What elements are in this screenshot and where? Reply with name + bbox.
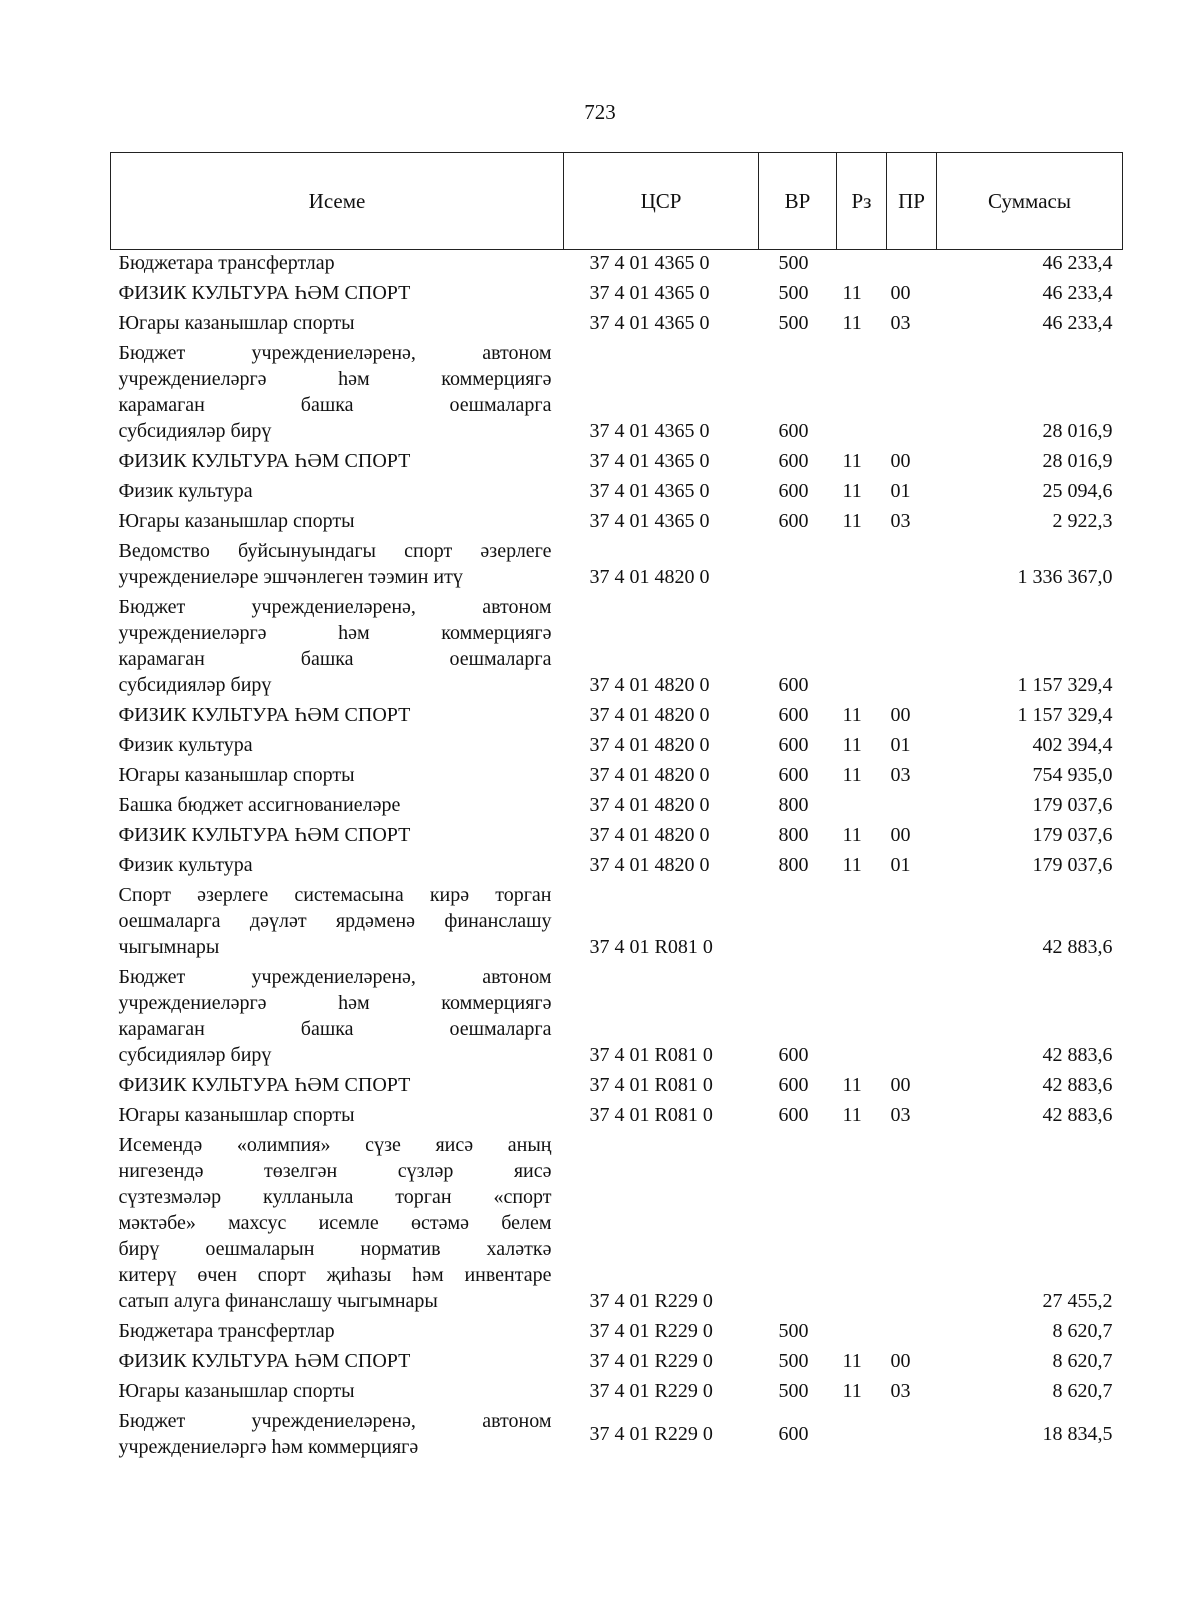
row-name bbox=[111, 1070, 564, 1100]
row-pr: 00 bbox=[890, 282, 911, 304]
row-sum: 179 037,6 bbox=[1032, 824, 1113, 846]
row-pr bbox=[887, 1406, 937, 1462]
row-name-line: Спорт әзерлеге системасына кирә торган bbox=[118, 884, 552, 906]
row-csr: 37 4 01 4365 0 bbox=[589, 252, 710, 274]
row-rz: 11 bbox=[842, 704, 862, 726]
row-pr: 03 bbox=[890, 1380, 911, 1402]
row-name bbox=[111, 476, 564, 506]
row-vr: 600 bbox=[778, 734, 809, 756]
row-name-line: Бюджет учреждениеләренә, автоном bbox=[118, 342, 552, 364]
row-name-line: сатып алуга финанслашу чыгымнары bbox=[118, 1290, 438, 1312]
row-rz bbox=[837, 962, 887, 1070]
row-csr: 37 4 01 4365 0 bbox=[589, 450, 710, 472]
table-row bbox=[111, 1406, 1123, 1462]
row-name bbox=[111, 700, 564, 730]
row-name-line: учреждениеләргә һәм коммерциягә bbox=[118, 368, 552, 390]
row-csr: 37 4 01 4820 0 bbox=[589, 854, 710, 876]
table-row bbox=[111, 962, 1123, 1070]
row-csr: 37 4 01 4820 0 bbox=[589, 566, 710, 588]
row-name bbox=[111, 250, 564, 279]
table-row bbox=[111, 760, 1123, 790]
table-row bbox=[111, 790, 1123, 820]
row-name-line: Югары казанышлар спорты bbox=[118, 510, 355, 532]
row-name bbox=[111, 760, 564, 790]
row-vr bbox=[759, 1130, 837, 1316]
row-name bbox=[111, 1346, 564, 1376]
row-sum: 42 883,6 bbox=[1042, 1104, 1113, 1126]
row-csr: 37 4 01 4365 0 bbox=[589, 480, 710, 502]
row-sum: 1 157 329,4 bbox=[1017, 704, 1113, 726]
row-name-line: мәктәбе» махсус исемле өстәмә белем bbox=[118, 1212, 552, 1234]
row-pr: 00 bbox=[890, 1350, 911, 1372]
table-row bbox=[111, 730, 1123, 760]
row-pr bbox=[887, 338, 937, 446]
row-csr: 37 4 01 4820 0 bbox=[589, 824, 710, 846]
budget-table bbox=[110, 152, 1123, 1462]
row-csr: 37 4 01 4820 0 bbox=[589, 764, 710, 786]
row-sum: 46 233,4 bbox=[1042, 252, 1113, 274]
row-pr: 00 bbox=[890, 824, 911, 846]
row-name-line: Югары казанышлар спорты bbox=[118, 1104, 355, 1126]
table-row bbox=[111, 880, 1123, 962]
row-rz: 11 bbox=[842, 1074, 862, 1096]
table-row bbox=[111, 278, 1123, 308]
row-name-line: субсидияләр бирү bbox=[118, 1044, 272, 1066]
row-sum: 1 157 329,4 bbox=[1017, 674, 1113, 696]
row-sum: 8 620,7 bbox=[1052, 1320, 1113, 1342]
row-vr: 600 bbox=[778, 704, 809, 726]
row-vr bbox=[759, 880, 837, 962]
row-pr: 00 bbox=[890, 1074, 911, 1096]
row-vr: 600 bbox=[778, 1104, 809, 1126]
header-csr: ЦСР bbox=[564, 153, 759, 250]
row-pr: 03 bbox=[890, 1104, 911, 1126]
table-header bbox=[111, 153, 1123, 250]
row-sum: 8 620,7 bbox=[1052, 1380, 1113, 1402]
row-csr: 37 4 01 R229 0 bbox=[589, 1350, 713, 1372]
row-rz bbox=[837, 250, 887, 279]
row-name bbox=[111, 278, 564, 308]
row-name bbox=[111, 1130, 564, 1316]
row-name bbox=[111, 962, 564, 1070]
row-sum: 28 016,9 bbox=[1042, 450, 1113, 472]
row-name bbox=[111, 446, 564, 476]
row-sum: 18 834,5 bbox=[1042, 1423, 1113, 1445]
row-name-line: Бюджетара трансфертлар bbox=[118, 252, 335, 274]
row-name-line: субсидияләр бирү bbox=[118, 420, 272, 442]
row-pr bbox=[887, 536, 937, 592]
row-csr: 37 4 01 4820 0 bbox=[589, 704, 710, 726]
row-name-line: Бюджетара трансфертлар bbox=[118, 1320, 335, 1342]
row-sum: 25 094,6 bbox=[1042, 480, 1113, 502]
row-rz: 11 bbox=[842, 1350, 862, 1372]
row-name bbox=[111, 1100, 564, 1130]
row-sum: 42 883,6 bbox=[1042, 1074, 1113, 1096]
row-rz: 11 bbox=[842, 824, 862, 846]
row-name-line: Бюджет учреждениеләренә, автоном bbox=[118, 966, 552, 988]
row-name bbox=[111, 1376, 564, 1406]
table-row bbox=[111, 1346, 1123, 1376]
row-vr: 600 bbox=[778, 510, 809, 532]
row-csr: 37 4 01 R229 0 bbox=[589, 1320, 713, 1342]
row-vr: 500 bbox=[778, 312, 809, 334]
table-row bbox=[111, 536, 1123, 592]
row-sum: 8 620,7 bbox=[1052, 1350, 1113, 1372]
row-sum: 179 037,6 bbox=[1032, 854, 1113, 876]
table-row bbox=[111, 850, 1123, 880]
row-name-line: чыгымнары bbox=[118, 936, 220, 958]
row-name-line: карамаган башка оешмаларга bbox=[118, 394, 552, 416]
row-csr: 37 4 01 4365 0 bbox=[589, 420, 710, 442]
row-pr: 03 bbox=[890, 312, 911, 334]
row-name-line: учреждениеләргә һәм коммерциягә bbox=[118, 1436, 419, 1458]
row-name-line: ФИЗИК КУЛЬТУРА ҺӘМ СПОРТ bbox=[118, 1350, 411, 1372]
row-csr: 37 4 01 4820 0 bbox=[589, 734, 710, 756]
row-rz: 11 bbox=[842, 1380, 862, 1402]
row-vr: 500 bbox=[778, 1350, 809, 1372]
row-rz bbox=[837, 338, 887, 446]
row-name-line: карамаган башка оешмаларга bbox=[118, 1018, 552, 1040]
row-vr: 600 bbox=[778, 674, 809, 696]
row-vr: 800 bbox=[778, 824, 809, 846]
row-name-line: учреждениеләре эшчәнлеген тәэмин итү bbox=[118, 566, 463, 588]
row-name-line: Исемендә «олимпия» сүзе яисә аның bbox=[118, 1134, 552, 1156]
row-vr: 600 bbox=[778, 1423, 809, 1445]
row-csr: 37 4 01 4820 0 bbox=[589, 794, 710, 816]
row-name-line: учреждениеләргә һәм коммерциягә bbox=[118, 992, 552, 1014]
row-pr: 01 bbox=[890, 480, 911, 502]
header-rz: Рз bbox=[837, 153, 887, 250]
row-pr: 01 bbox=[890, 734, 911, 756]
row-pr bbox=[887, 790, 937, 820]
row-name-line: китерү өчен спорт җиһазы һәм инвентаре bbox=[118, 1264, 552, 1286]
row-sum: 42 883,6 bbox=[1042, 1044, 1113, 1066]
row-sum: 2 922,3 bbox=[1052, 510, 1113, 532]
row-name bbox=[111, 730, 564, 760]
header-name: Исеме bbox=[111, 153, 564, 250]
row-pr: 03 bbox=[890, 510, 911, 532]
row-name-line: Югары казанышлар спорты bbox=[118, 1380, 355, 1402]
row-vr: 600 bbox=[778, 480, 809, 502]
row-vr: 500 bbox=[778, 1320, 809, 1342]
row-csr: 37 4 01 R081 0 bbox=[589, 936, 713, 958]
row-name-line: Физик культура bbox=[118, 480, 253, 502]
row-vr bbox=[759, 536, 837, 592]
row-rz: 11 bbox=[842, 854, 862, 876]
row-name-line: учреждениеләргә һәм коммерциягә bbox=[118, 622, 552, 644]
row-name bbox=[111, 880, 564, 962]
row-name-line: Башка бюджет ассигнованиеләре bbox=[118, 794, 401, 816]
row-csr: 37 4 01 4365 0 bbox=[589, 282, 710, 304]
row-pr bbox=[887, 592, 937, 700]
row-vr: 600 bbox=[778, 450, 809, 472]
table-row bbox=[111, 1070, 1123, 1100]
row-rz bbox=[837, 880, 887, 962]
budget-table-container bbox=[110, 152, 1122, 1462]
row-sum: 46 233,4 bbox=[1042, 312, 1113, 334]
row-csr: 37 4 01 R229 0 bbox=[589, 1380, 713, 1402]
row-pr: 01 bbox=[890, 854, 911, 876]
table-row bbox=[111, 338, 1123, 446]
table-row bbox=[111, 476, 1123, 506]
row-pr: 00 bbox=[890, 450, 911, 472]
row-name-line: сүзтезмәләр кулланыла торган «спорт bbox=[118, 1186, 552, 1208]
row-sum: 179 037,6 bbox=[1032, 794, 1113, 816]
row-rz bbox=[837, 1130, 887, 1316]
row-rz: 11 bbox=[842, 312, 862, 334]
row-name bbox=[111, 338, 564, 446]
row-pr bbox=[887, 1316, 937, 1346]
row-rz: 11 bbox=[842, 282, 862, 304]
row-pr bbox=[887, 1130, 937, 1316]
row-rz: 11 bbox=[842, 480, 862, 502]
row-sum: 46 233,4 bbox=[1042, 282, 1113, 304]
row-rz bbox=[837, 1316, 887, 1346]
row-name-line: ФИЗИК КУЛЬТУРА ҺӘМ СПОРТ bbox=[118, 1074, 411, 1096]
row-vr: 800 bbox=[778, 794, 809, 816]
table-row bbox=[111, 1376, 1123, 1406]
row-name-line: Бюджет учреждениеләренә, автоном bbox=[118, 1410, 552, 1432]
row-pr bbox=[887, 250, 937, 279]
row-vr: 500 bbox=[778, 282, 809, 304]
table-row bbox=[111, 820, 1123, 850]
row-name bbox=[111, 790, 564, 820]
table-row bbox=[111, 250, 1123, 279]
row-pr: 00 bbox=[890, 704, 911, 726]
table-row bbox=[111, 1316, 1123, 1346]
row-name-line: ФИЗИК КУЛЬТУРА ҺӘМ СПОРТ bbox=[118, 824, 411, 846]
row-sum: 402 394,4 bbox=[1032, 734, 1113, 756]
row-name bbox=[111, 536, 564, 592]
page-number: 723 bbox=[584, 100, 616, 124]
row-name-line: Физик культура bbox=[118, 734, 253, 756]
row-name-line: ФИЗИК КУЛЬТУРА ҺӘМ СПОРТ bbox=[118, 450, 411, 472]
row-rz bbox=[837, 536, 887, 592]
row-sum: 1 336 367,0 bbox=[1017, 566, 1113, 588]
table-row bbox=[111, 700, 1123, 730]
table-row bbox=[111, 1100, 1123, 1130]
table-row bbox=[111, 506, 1123, 536]
row-vr: 800 bbox=[778, 854, 809, 876]
table-row bbox=[111, 308, 1123, 338]
row-vr: 500 bbox=[778, 1380, 809, 1402]
row-name-line: субсидияләр бирү bbox=[118, 674, 272, 696]
row-name bbox=[111, 850, 564, 880]
table-row bbox=[111, 1130, 1123, 1316]
header-pr: ПР bbox=[887, 153, 937, 250]
row-rz: 11 bbox=[842, 450, 862, 472]
row-name-line: Ведомство буйсынуындагы спорт әзерлеге bbox=[118, 540, 552, 562]
row-name-line: ФИЗИК КУЛЬТУРА ҺӘМ СПОРТ bbox=[118, 282, 411, 304]
row-csr: 37 4 01 4365 0 bbox=[589, 312, 710, 334]
table-row bbox=[111, 592, 1123, 700]
row-vr: 500 bbox=[778, 252, 809, 274]
row-vr: 600 bbox=[778, 764, 809, 786]
row-name-line: Югары казанышлар спорты bbox=[118, 764, 355, 786]
row-csr: 37 4 01 R229 0 bbox=[589, 1290, 713, 1312]
row-vr: 600 bbox=[778, 1074, 809, 1096]
row-name bbox=[111, 820, 564, 850]
row-csr: 37 4 01 4820 0 bbox=[589, 674, 710, 696]
row-csr: 37 4 01 R081 0 bbox=[589, 1104, 713, 1126]
row-sum: 42 883,6 bbox=[1042, 936, 1113, 958]
row-rz bbox=[837, 1406, 887, 1462]
row-rz bbox=[837, 790, 887, 820]
table-row bbox=[111, 446, 1123, 476]
row-rz: 11 bbox=[842, 764, 862, 786]
row-name-line: нигезендә төзелгән сүзләр яисә bbox=[118, 1160, 552, 1182]
row-sum: 28 016,9 bbox=[1042, 420, 1113, 442]
row-name bbox=[111, 1316, 564, 1346]
row-name bbox=[111, 592, 564, 700]
row-csr: 37 4 01 R229 0 bbox=[589, 1423, 713, 1445]
row-pr bbox=[887, 962, 937, 1070]
row-name-line: ФИЗИК КУЛЬТУРА ҺӘМ СПОРТ bbox=[118, 704, 411, 726]
row-pr: 03 bbox=[890, 764, 911, 786]
row-name-line: бирү оешмаларын норматив халәткә bbox=[118, 1238, 552, 1260]
row-vr: 600 bbox=[778, 1044, 809, 1066]
row-csr: 37 4 01 R081 0 bbox=[589, 1074, 713, 1096]
row-name-line: карамаган башка оешмаларга bbox=[118, 648, 552, 670]
row-rz: 11 bbox=[842, 1104, 862, 1126]
row-name bbox=[111, 506, 564, 536]
row-rz: 11 bbox=[842, 734, 862, 756]
row-rz bbox=[837, 592, 887, 700]
row-vr: 600 bbox=[778, 420, 809, 442]
table-body bbox=[111, 250, 1123, 1463]
row-name bbox=[111, 1406, 564, 1462]
row-name-line: оешмаларга дәүләт ярдәменә финанслашу bbox=[118, 910, 552, 932]
row-name-line: Югары казанышлар спорты bbox=[118, 312, 355, 334]
row-name-line: Физик культура bbox=[118, 854, 253, 876]
row-name bbox=[111, 308, 564, 338]
row-name-line: Бюджет учреждениеләренә, автоном bbox=[118, 596, 552, 618]
row-sum: 27 455,2 bbox=[1042, 1290, 1113, 1312]
header-vr: ВР bbox=[759, 153, 837, 250]
row-csr: 37 4 01 4365 0 bbox=[589, 510, 710, 532]
row-pr bbox=[887, 880, 937, 962]
header-sum: Суммасы bbox=[937, 153, 1123, 250]
row-csr: 37 4 01 R081 0 bbox=[589, 1044, 713, 1066]
row-sum: 754 935,0 bbox=[1032, 764, 1113, 786]
row-rz: 11 bbox=[842, 510, 862, 532]
